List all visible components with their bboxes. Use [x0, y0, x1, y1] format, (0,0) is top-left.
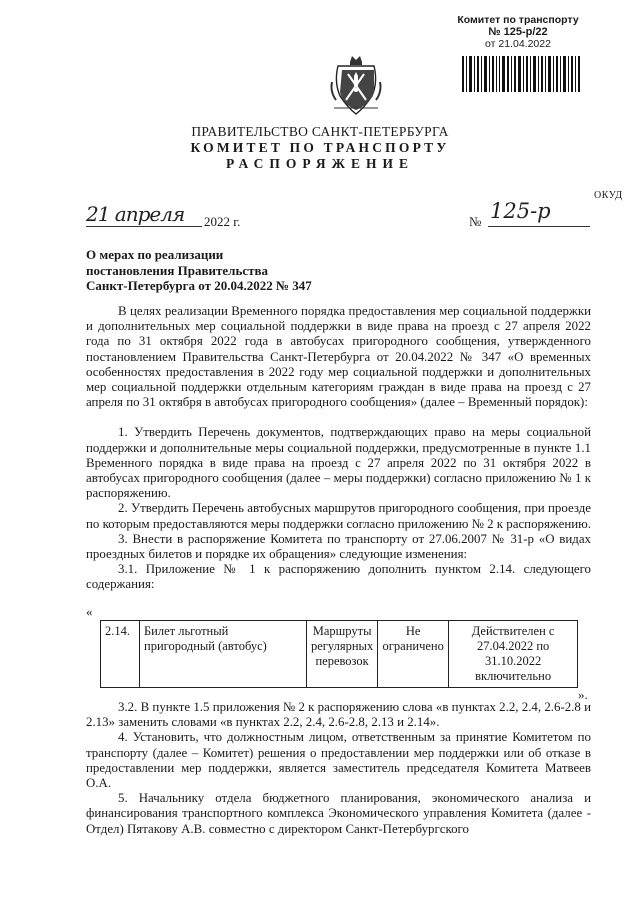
- table-cell-validity: Действителен с 27.04.2022 по 31.10.2022 включительно: [449, 621, 578, 688]
- item-5: 5. Начальнику отдела бюджетного планирования, экономического анализа и финансирования транспортного комплекса Экономического управления Комитета (далее - Отдел) Пятакову А.В. совместно с директором Санкт-Петербургского: [86, 791, 591, 836]
- stamp-date: от 21.04.2022: [485, 38, 551, 50]
- opening-quote: «: [86, 604, 93, 619]
- government-title: ПРАВИТЕЛЬСТВО САНКТ-ПЕТЕРБУРГА: [191, 124, 449, 139]
- handwritten-date: 21 апреля: [86, 202, 185, 226]
- year-label: 2022 г.: [204, 214, 241, 229]
- subject-line: постановления Правительства: [86, 262, 268, 278]
- okud-label: ОКУД: [594, 190, 623, 201]
- registration-stamp: [452, 14, 584, 50]
- item-2: 2. Утвердить Перечень автобусных маршрутов пригородного сообщения, при проезде по которым предоставляются меры поддержки согласно приложению № 2 к распоряжению.: [86, 501, 591, 531]
- document-subject: [86, 247, 316, 294]
- stamp-committee: Комитет по транспорту: [457, 14, 579, 26]
- table-cell-limit: Не ограничено: [378, 621, 449, 688]
- item-3-2: 3.2. В пункте 1.5 приложения № 2 к распоряжению слова «в пунктах 2.2, 2.4, 2.6-2.8 и 2.13» заменить словами «в пунктах 2.2, 2.4, 2.6-2.8, 2.13 и 2.14».: [86, 700, 591, 730]
- document-type-title: РАСПОРЯЖЕНИЕ: [225, 156, 415, 171]
- amendment-table: [100, 620, 578, 688]
- item-1: 1. Утвердить Перечень документов, подтверждающих право на меры социальной поддержки и дополнительные меры социальной поддержки, предусмотренные в пункте 1.1 Временного порядка в виде права на проезд с 27 апреля 2022 по 31 октября 2022 в автобусах пригородного сообщения (далее – меры поддержки) согласно приложению № 1 к распоряжению.: [86, 425, 591, 501]
- committee-title: КОМИТЕТ ПО ТРАНСПОРТУ: [190, 140, 450, 155]
- item-3: 3. Внести в распоряжение Комитета по транспорту от 27.06.2007 № 31-р «О видах проездных билетов и порядке их обращения» следующие изменения:: [86, 531, 591, 562]
- handwritten-number: 125-р: [490, 199, 551, 223]
- table-cell-ticket-name: Билет льготный пригородный (автобус): [140, 621, 307, 688]
- table-cell-number: 2.14.: [101, 621, 140, 688]
- table-row: [101, 621, 578, 688]
- table-cell-routes: Маршруты регулярных перевозок: [307, 621, 378, 688]
- stamp-number: № 125-р/22: [488, 26, 548, 38]
- closing-quote: ».: [578, 687, 588, 702]
- subject-line: Санкт-Петербурга от 20.04.2022 № 347: [86, 278, 312, 293]
- item-3-1: 3.1. Приложение № 1 к распоряжению дополнить пунктом 2.14. следующего содержания:: [86, 562, 591, 592]
- subject-line: О мерах по реализации: [86, 247, 224, 262]
- number-underline: [488, 226, 590, 227]
- document-body-continued: [86, 700, 591, 837]
- preamble-paragraph: В целях реализации Временного порядка предоставления мер социальной поддержки и дополнительных мер социальной поддержки в виде права на проезд с 27 апреля 2022 года по 31 октября 2022 года в автобусах пригородного сообщения, утвержденного постановлением Правительства Санкт-Петербурга от 20.04.2022 № 347 «О временных особенностях предоставления в 2022 году мер социальной поддержки и дополнительных мер социальной поддержки отдельным категориям граждан в виде права на проезд с 27 апреля по 31 октября в автобусах пригородного сообщения» (далее – Временный порядок):: [86, 304, 591, 410]
- barcode: [462, 56, 580, 92]
- date-underline: [86, 226, 202, 227]
- number-label: №: [469, 214, 482, 229]
- coat-of-arms-icon: [330, 52, 382, 118]
- item-4: 4. Установить, что должностным лицом, ответственным за принятие Комитетом по транспорту (далее – Комитет) решения о предоставлении мер поддержки или об отказе в предоставлении мер поддержки, является заместитель председателя Комитета Матвеев О.А.: [86, 730, 591, 791]
- document-body: [86, 304, 591, 593]
